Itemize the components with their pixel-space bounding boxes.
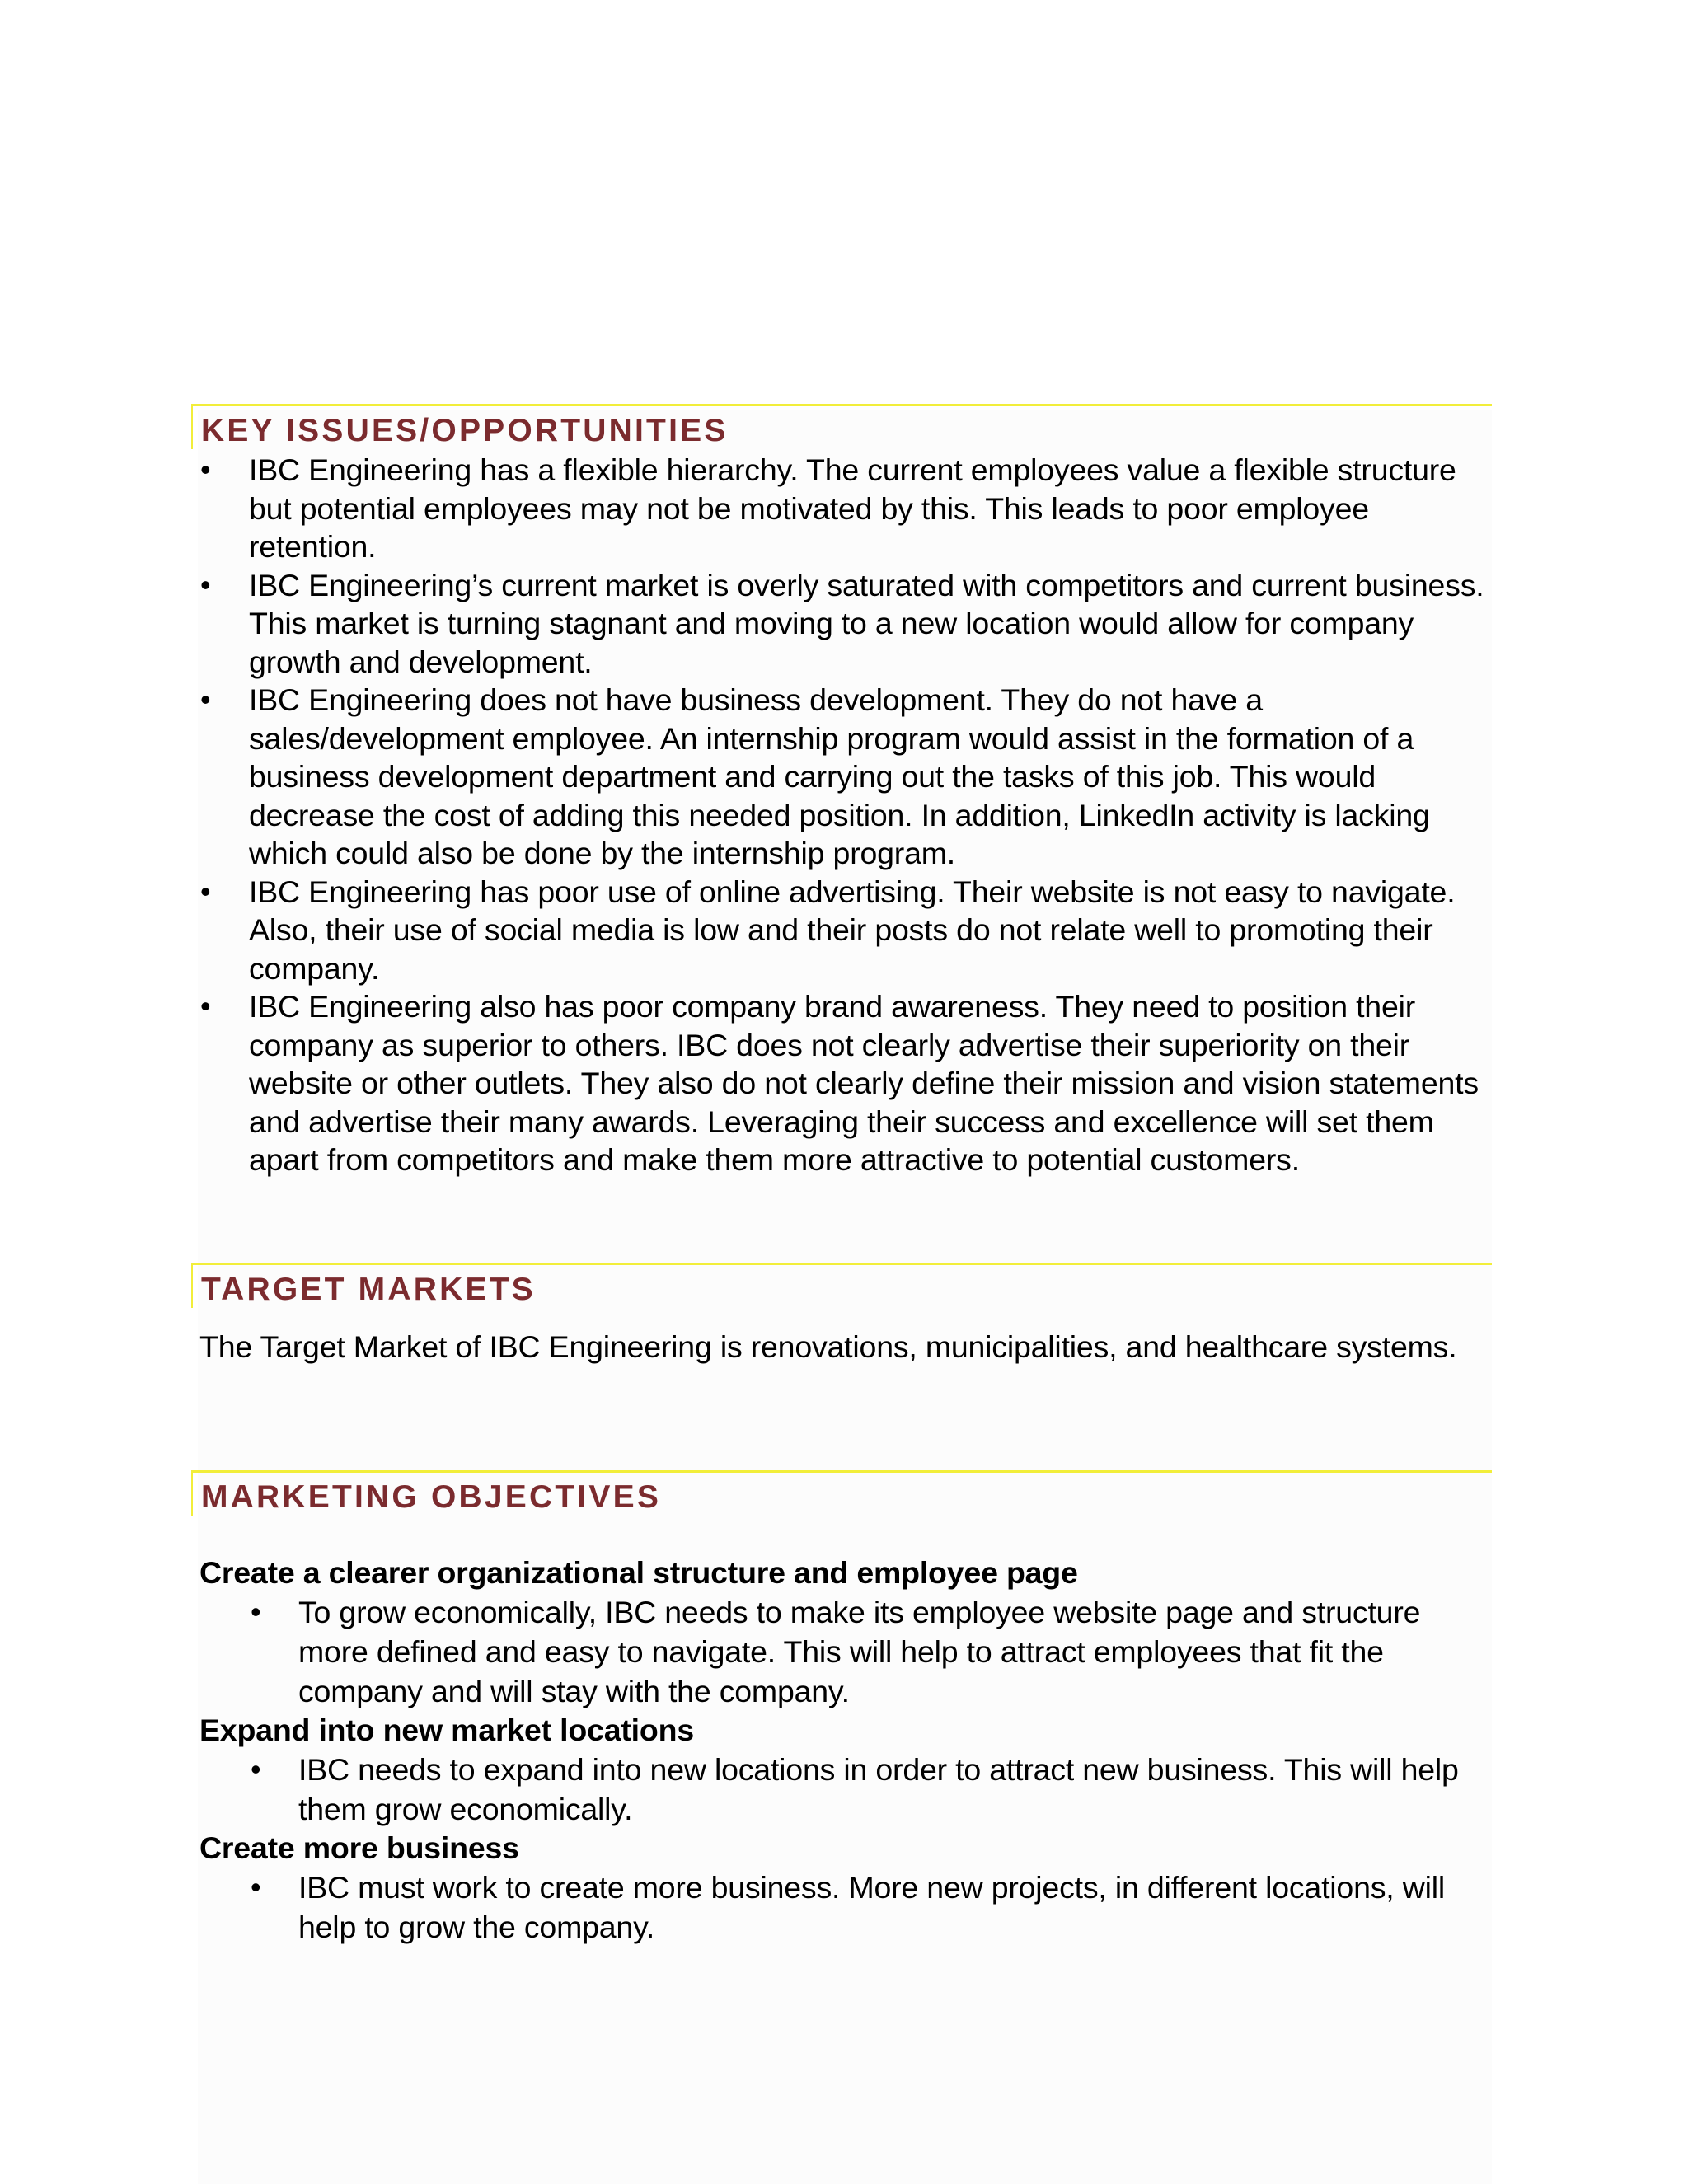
list-item	[191, 873, 1492, 988]
list-item	[191, 451, 1492, 566]
list-item	[191, 987, 1492, 1179]
target-markets-body: The Target Market of IBC Engineering is renovations, municipalities, and healthcare systems.	[199, 1329, 1457, 1364]
list-item-text: IBC Engineering has a flexible hierarchy. The current employees value a flexible structure but potential employees may not be motivated by this. This leads to poor employee retention.	[249, 452, 1456, 564]
list-item-text: To grow economically, IBC needs to make its employee website page and structure more defined and easy to navigate. This will help to attract employees that fit the company and will stay with the company.	[298, 1595, 1421, 1708]
list-item	[191, 566, 1492, 682]
list-item-text: IBC Engineering’s current market is overly saturated with competitors and current business. This market is turning stagnant and moving to a new location would allow for company growth and development.	[249, 567, 1484, 679]
key-issues-section	[191, 404, 1492, 1179]
list-item-text: IBC Engineering has poor use of online advertising. Their website is not easy to navigate. Also, their use of social media is low and their posts do not relate well to promoting their company.	[249, 874, 1456, 986]
bullet-icon: •	[200, 682, 211, 716]
section-heading-rule	[191, 1470, 1492, 1516]
bullet-icon: •	[251, 1752, 261, 1786]
list-item-text: IBC Engineering also has poor company brand awareness. They need to position their company as superior to others. IBC does not clearly advertise their superiority on their website or other outlets. They also do not clearly define their mission and vision statements and advertise their many awards. Leveraging their success and excellence will set them apart from competitors and make them more attractive to potential customers.	[249, 989, 1479, 1177]
list-item-text: IBC needs to expand into new locations in order to attract new business. This will help them grow economically.	[298, 1752, 1459, 1826]
objective-item	[191, 1711, 1492, 1829]
key-issues-list	[191, 451, 1492, 1179]
bullet-icon: •	[251, 1595, 261, 1629]
objective-title: Expand into new market locations	[199, 1713, 694, 1747]
bullet-icon: •	[251, 1870, 261, 1904]
marketing-objectives-section	[191, 1470, 1492, 1947]
key-issues-heading: KEY ISSUES/OPPORTUNITIES	[201, 413, 729, 448]
list-item-text: IBC Engineering does not have business development. They do not have a sales/development employee. An internship program would assist in the formation of a business development department and carrying out the tasks of this job. This would decrease the cost of adding this needed position. In addition, LinkedIn activity is lacking which could also be done by the internship program.	[249, 682, 1430, 870]
objective-item	[191, 1554, 1492, 1711]
objective-title: Create more business	[199, 1830, 519, 1865]
target-markets-heading: TARGET MARKETS	[201, 1272, 536, 1307]
list-item-text: IBC must work to create more business. More new projects, in different locations, will help to grow the company.	[298, 1870, 1446, 1944]
list-item	[191, 1750, 1492, 1829]
objective-bullets	[191, 1750, 1492, 1829]
bullet-icon: •	[200, 874, 211, 908]
list-item	[191, 681, 1492, 873]
objective-title: Create a clearer organizational structure and employee page	[199, 1555, 1078, 1590]
bullet-icon: •	[200, 567, 211, 602]
list-item	[191, 1592, 1492, 1711]
list-item	[191, 1868, 1492, 1947]
objective-bullets	[191, 1592, 1492, 1711]
bullet-icon: •	[200, 452, 211, 486]
section-heading-rule	[191, 404, 1492, 449]
objective-bullets	[191, 1868, 1492, 1947]
objective-item	[191, 1829, 1492, 1947]
bullet-icon: •	[200, 989, 211, 1023]
section-heading-rule	[191, 1263, 1492, 1308]
objectives-list	[191, 1554, 1492, 1947]
target-markets-section	[191, 1263, 1492, 1369]
marketing-objectives-heading: MARKETING OBJECTIVES	[201, 1479, 662, 1515]
